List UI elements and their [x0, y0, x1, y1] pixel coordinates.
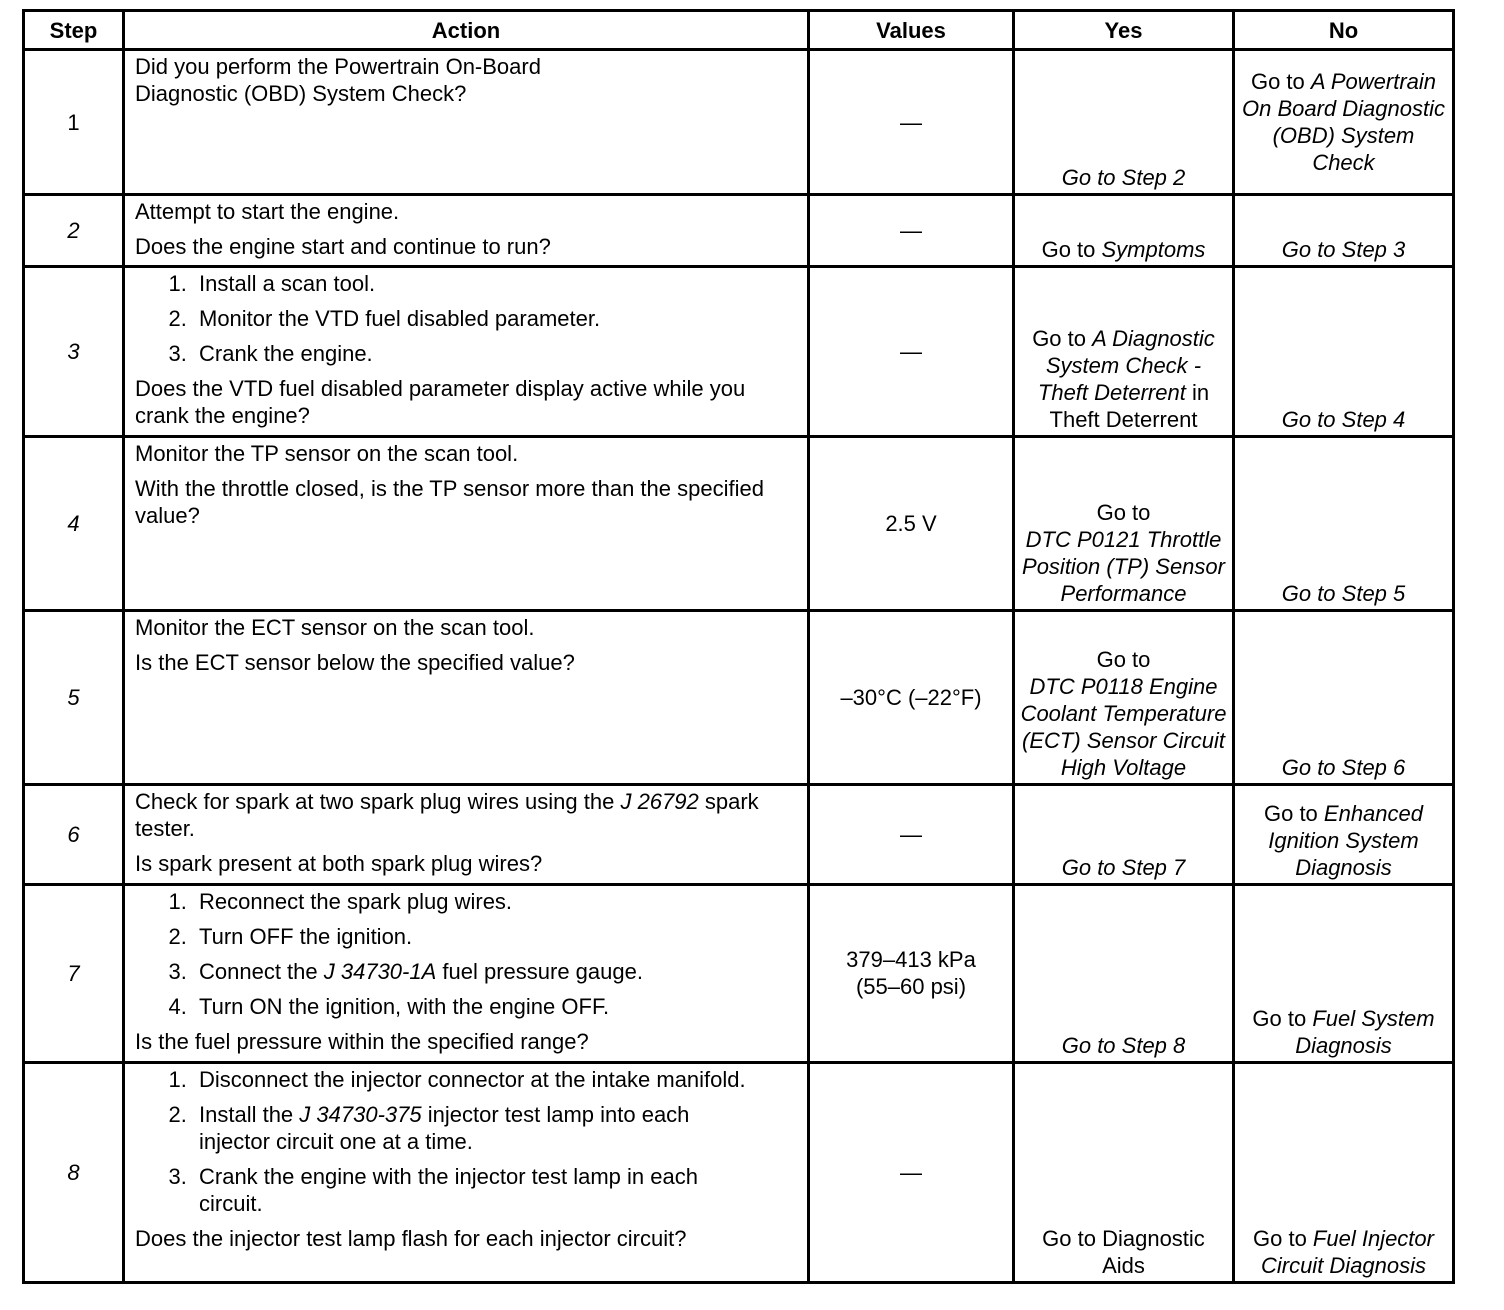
list-item: 1. Reconnect the spark plug wires. — [193, 888, 801, 915]
action-instruction: Monitor the ECT sensor on the scan tool. — [135, 615, 535, 640]
values-cell: — — [809, 50, 1014, 195]
header-yes: Yes — [1014, 11, 1234, 50]
no-cell: Go to Step 6 — [1234, 611, 1454, 785]
values-cell: –30°C (–22°F) — [809, 611, 1014, 785]
action-question: With the throttle closed, is the TP sensor more than the specified value? — [135, 476, 764, 528]
action-question: Does the injector test lamp flash for each injector circuit? — [135, 1226, 687, 1251]
values-cell: 2.5 V — [809, 437, 1014, 611]
no-cell: Go to Step 5 — [1234, 437, 1454, 611]
step-number: 6 — [24, 785, 124, 885]
list-item: 2. Install the J 34730-375 injector test lamp into each injector circuit one at a time. — [193, 1101, 761, 1155]
header-step: Step — [24, 11, 124, 50]
no-cell — [1234, 50, 1454, 195]
yes-cell: Go to A Diagnostic System Check - Theft Deterrent in Theft Deterrent — [1014, 267, 1234, 437]
action-steps — [135, 270, 801, 367]
action-question: Is the fuel pressure within the specified range? — [135, 1029, 589, 1054]
action-cell — [124, 437, 809, 611]
table-row — [24, 1063, 1454, 1283]
tool-ref: J 34730-1A — [323, 959, 437, 984]
header-values: Values — [809, 11, 1014, 50]
list-item: 1. Disconnect the injector connector at the intake manifold. — [193, 1066, 761, 1093]
value-psi: (55–60 psi) — [855, 974, 967, 999]
action-cell — [124, 195, 809, 267]
values-cell: — — [809, 195, 1014, 267]
action-cell — [124, 1063, 809, 1283]
list-item: 3. Connect the J 34730-1A fuel pressure gauge. — [193, 958, 801, 985]
diagnostic-table — [22, 9, 1455, 1284]
table-row — [24, 785, 1454, 885]
yes-cell: Go to Step 7 — [1014, 785, 1234, 885]
step-number: 7 — [24, 885, 124, 1063]
list-item: 3. Crank the engine. — [193, 340, 801, 367]
tool-ref: J 34730-375 — [299, 1102, 422, 1127]
action-cell — [124, 50, 809, 195]
action-cell — [124, 611, 809, 785]
yes-cell: Go to Symptoms — [1014, 195, 1234, 267]
header-no: No — [1234, 11, 1454, 50]
no-cell: Go to Step 3 — [1234, 195, 1454, 267]
table-row — [24, 267, 1454, 437]
no-cell: Go to Fuel System Diagnosis — [1234, 885, 1454, 1063]
tool-ref: J 26792 — [620, 789, 699, 814]
action-question: Is the ECT sensor below the specified value? — [135, 650, 575, 675]
action-question: Does the VTD fuel disabled parameter display active while you crank the engine? — [135, 376, 746, 428]
yes-cell: Go to Diagnostic Aids — [1014, 1063, 1234, 1283]
header-action: Action — [124, 11, 809, 50]
no-cell: Go to Enhanced Ignition System Diagnosis — [1234, 785, 1454, 885]
step-number: 1 — [24, 50, 124, 195]
list-item: 2. Turn OFF the ignition. — [193, 923, 801, 950]
action-cell — [124, 885, 809, 1063]
values-cell: — — [809, 267, 1014, 437]
list-item: 4. Turn ON the ignition, with the engine OFF. — [193, 993, 801, 1020]
values-cell: — — [809, 785, 1014, 885]
action-cell — [124, 267, 809, 437]
action-instruction: Check for spark at two spark plug wires using the J 26792 spark tester. — [135, 789, 759, 841]
list-item: 1. Install a scan tool. — [193, 270, 801, 297]
no-cell: Go to Fuel Injector Circuit Diagnosis — [1234, 1063, 1454, 1283]
action-question: Does the engine start and continue to run? — [135, 234, 551, 259]
value-kpa: 379–413 kPa — [846, 947, 976, 972]
header-row — [24, 11, 1454, 50]
list-item: 2. Monitor the VTD fuel disabled parameter. — [193, 305, 801, 332]
values-cell: — — [809, 1063, 1014, 1283]
yes-cell — [1014, 50, 1234, 195]
step-number: 4 — [24, 437, 124, 611]
action-steps — [135, 1066, 801, 1217]
table-row — [24, 50, 1454, 195]
action-question: Is spark present at both spark plug wires? — [135, 851, 543, 876]
step-number: 2 — [24, 195, 124, 267]
table-row — [24, 437, 1454, 611]
step-number: 8 — [24, 1063, 124, 1283]
table-row — [24, 195, 1454, 267]
no-link-text: Go to — [1250, 69, 1311, 94]
action-instruction: Attempt to start the engine. — [135, 199, 400, 224]
action-instruction: Monitor the TP sensor on the scan tool. — [135, 441, 519, 466]
action-question: Did you perform the Powertrain On-Board Diagnostic (OBD) System Check? — [135, 54, 541, 106]
yes-cell: Go to Step 8 — [1014, 885, 1234, 1063]
no-link-ref: A Powertrain On Board Diagnostic (OBD) System Check — [1242, 69, 1445, 175]
step-number: 5 — [24, 611, 124, 785]
step-number: 3 — [24, 267, 124, 437]
yes-link-ref: Go to Step 2 — [1061, 165, 1186, 190]
table-row — [24, 885, 1454, 1063]
table-row — [24, 611, 1454, 785]
action-steps — [135, 888, 801, 1020]
no-cell: Go to Step 4 — [1234, 267, 1454, 437]
list-item: 3. Crank the engine with the injector test lamp in each circuit. — [193, 1163, 761, 1217]
values-cell — [809, 885, 1014, 1063]
yes-cell: Go to DTC P0118 Engine Coolant Temperature (ECT) Sensor Circuit High Voltage — [1014, 611, 1234, 785]
action-cell — [124, 785, 809, 885]
yes-cell: Go to DTC P0121 Throttle Position (TP) Sensor Performance — [1014, 437, 1234, 611]
